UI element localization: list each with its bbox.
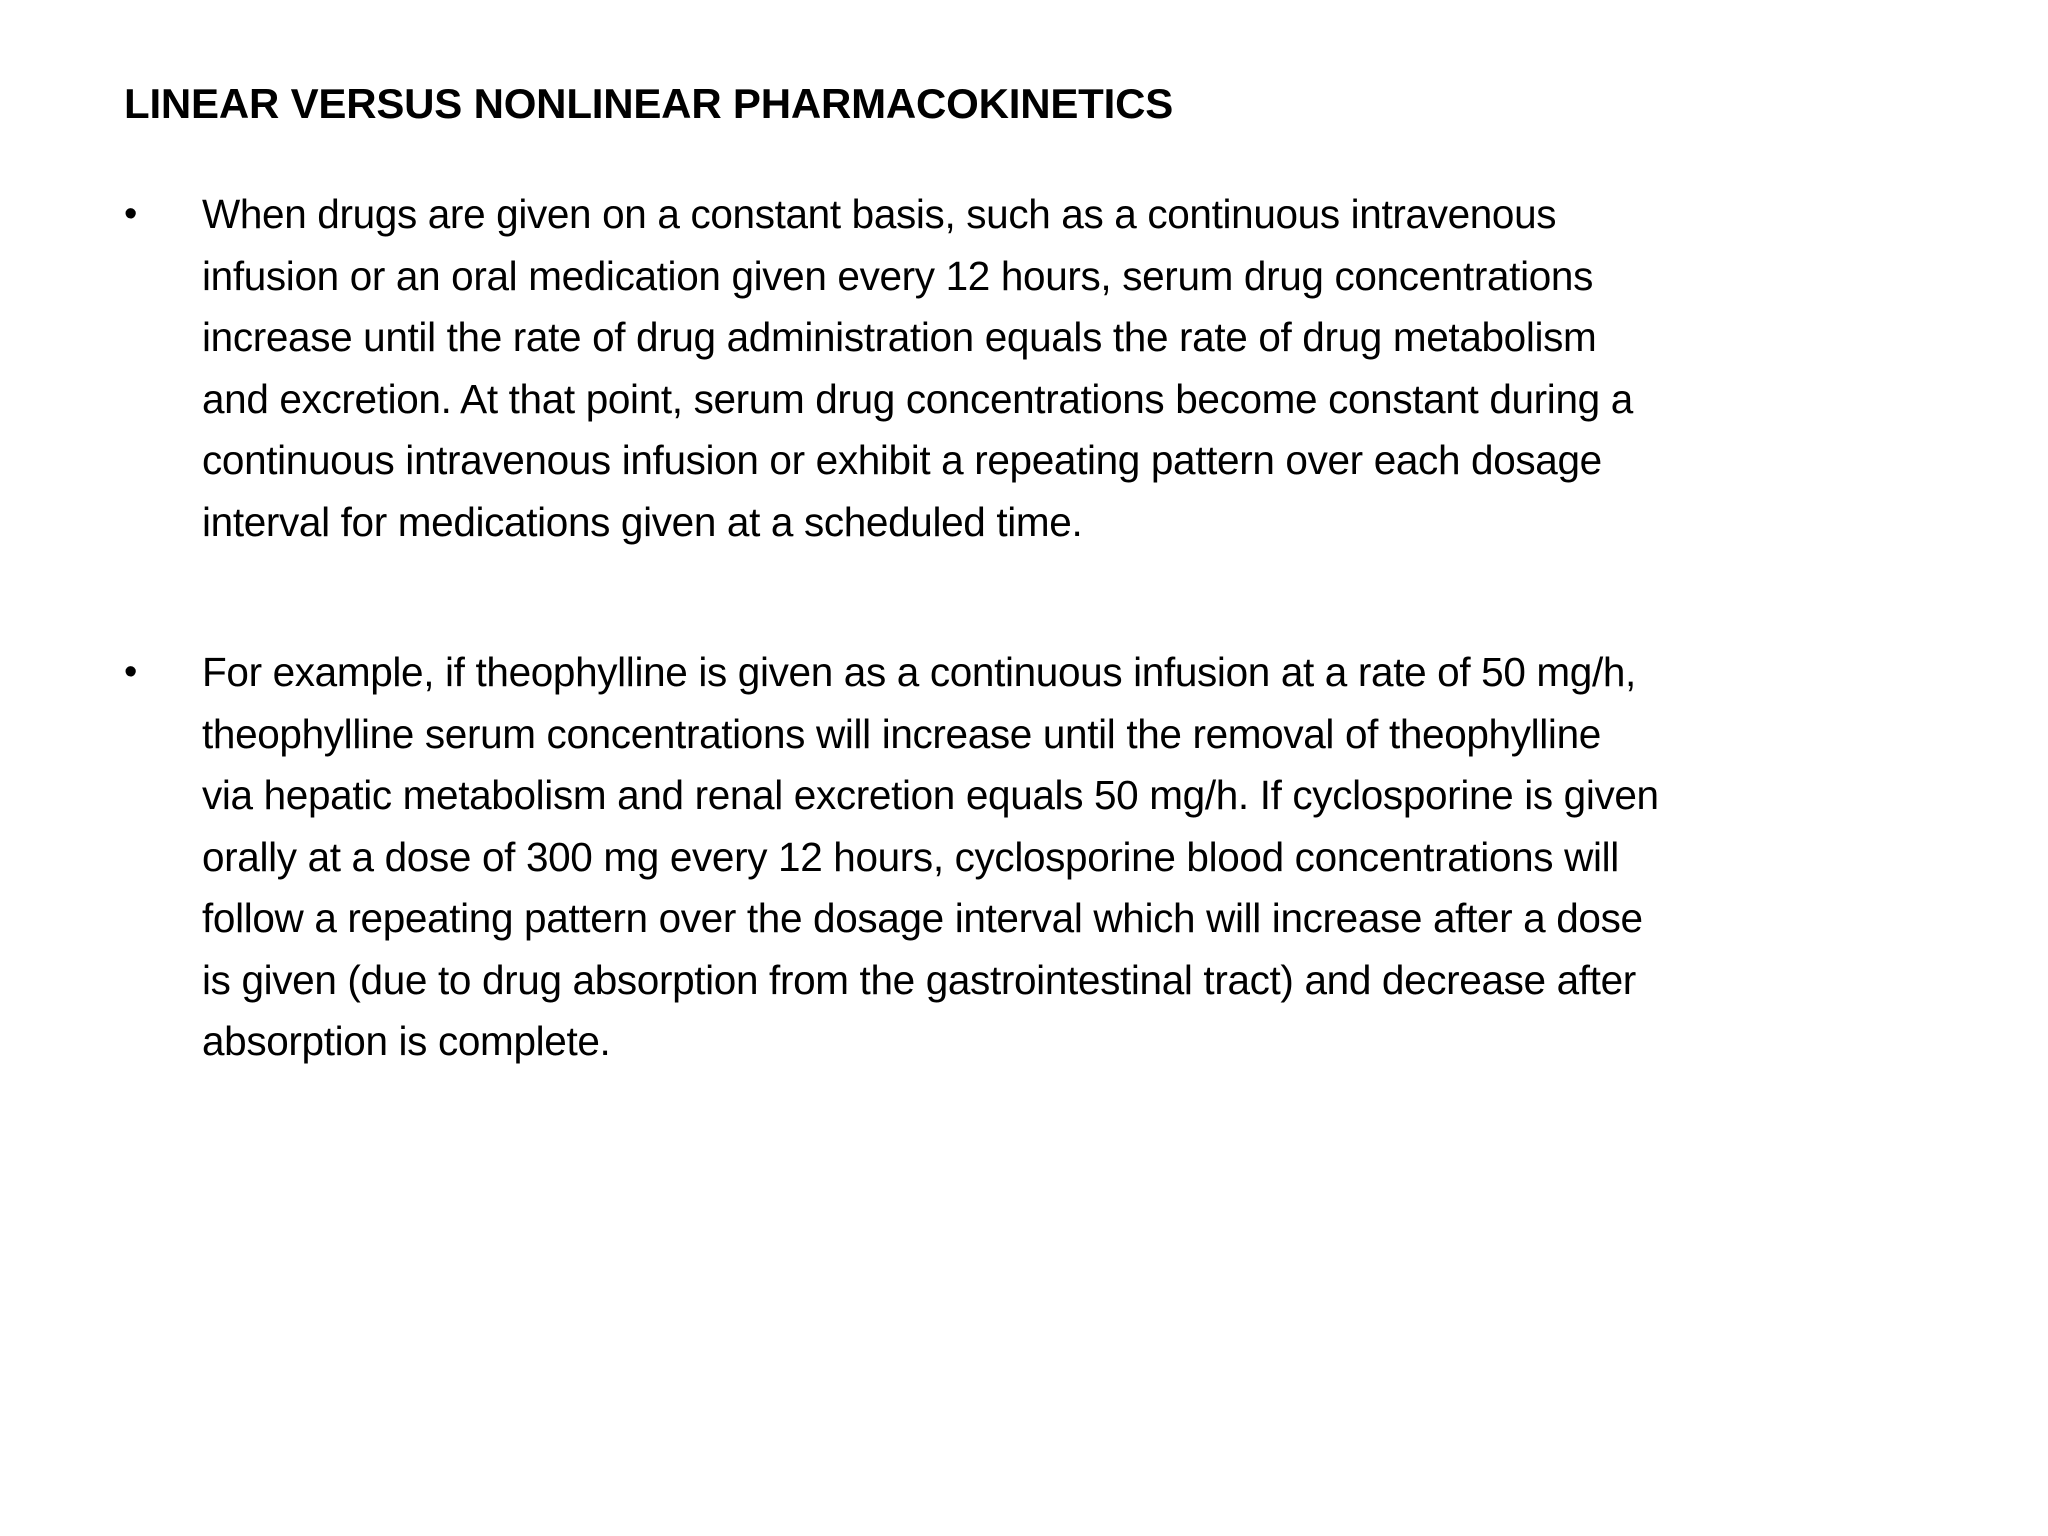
text-line: When drugs are given on a constant basis, such as a continuous intravenous [202, 191, 1557, 237]
text-line: via hepatic metabolism and renal excretion equals 50 mg/h. If cyclosporine is given [202, 772, 1659, 818]
bullet-text [202, 642, 1944, 1073]
text-line: and excretion. At that point, serum drug concentrations become constant during a [202, 375, 1633, 422]
text-line: follow a repeating pattern over the dosage interval which will increase after a dose [202, 895, 1643, 941]
text-line: For example, if theophylline is given as a continuous infusion at a rate of 50 mg/h, [202, 649, 1636, 695]
text-line: absorption is complete. [202, 1018, 611, 1064]
text-line: is given (due to drug absorption from the gastrointestinal tract) and decrease after [202, 956, 1636, 1003]
text-line: orally at a dose of 300 mg every 12 hours, cyclosporine blood concentrations will [202, 833, 1619, 880]
bullet-marker: • [124, 193, 138, 235]
text-line: interval for medications given at a scheduled time. [202, 498, 1083, 545]
slide-title: LINEAR VERSUS NONLINEAR PHARMACOKINETICS [124, 80, 1174, 127]
text-line: theophylline serum concentrations will increase until the removal of theophylline [202, 710, 1601, 757]
bullet-text [202, 184, 1944, 553]
text-line: infusion or an oral medication given every 12 hours, serum drug concentrations [202, 252, 1593, 299]
text-line: continuous intravenous infusion or exhibit a repeating pattern over each dosage [202, 437, 1602, 483]
bullet-marker: • [124, 651, 138, 693]
text-line: increase until the rate of drug administration equals the rate of drug metabolism [202, 314, 1597, 360]
